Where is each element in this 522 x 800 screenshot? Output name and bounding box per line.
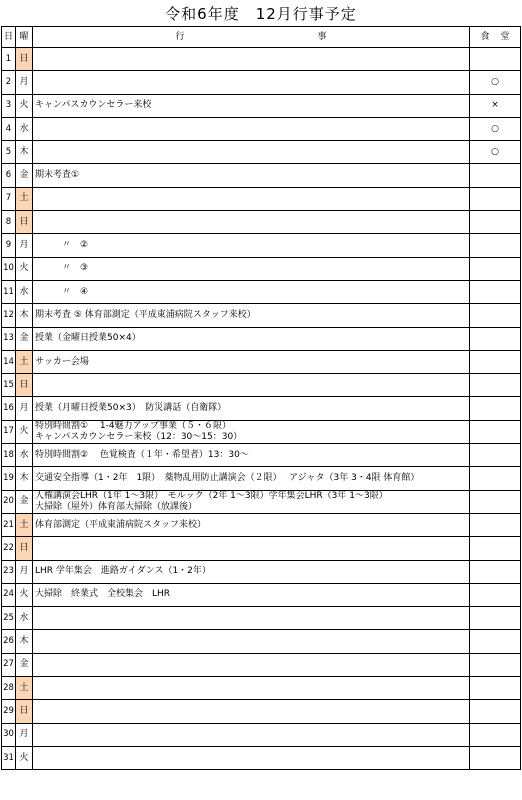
weekday-cell: 月 [16,397,33,420]
cafeteria-cell [470,560,521,583]
day-number: 15 [2,374,16,397]
weekday-header: 曜 [16,27,33,48]
event-text: 〃 ③ [35,263,89,274]
events-cell [33,490,470,513]
weekday-cell: 火 [16,746,33,769]
events-cell [33,280,470,303]
cafeteria-cell [470,234,521,257]
day-number: 29 [2,700,16,723]
table-row [2,327,521,350]
day-number: 5 [2,141,16,164]
weekday-cell-weekend: 日 [16,537,33,560]
event-text: 大掃除（屋外）体育部大掃除（放課後） [35,501,198,512]
day-number: 18 [2,444,16,467]
event-text: 授業（月曜日授業50×3） 防災講話（自衛隊） [35,403,227,414]
events-cell [33,630,470,653]
table-row [2,677,521,700]
day-number: 7 [2,187,16,210]
events-cell [33,653,470,676]
day-number: 31 [2,746,16,769]
events-cell [33,513,470,536]
cafeteria-cell: × [470,94,521,117]
event-text: 授業（金曜日授業50×4） [35,333,141,344]
weekday-cell: 木 [16,141,33,164]
events-cell [33,48,470,71]
table-row [2,700,521,723]
weekday-cell: 火 [16,420,33,443]
weekday-cell-weekend: 土 [16,187,33,210]
weekday-cell: 金 [16,490,33,513]
event-text: 特別時間割② 色覚検査（１年・希望者）13：30～ [35,449,249,460]
table-row [2,141,521,164]
events-cell [33,444,470,467]
event-text: 特別時間割① 1-4魅力アップ事業（５・６限） [35,420,232,431]
day-number: 11 [2,280,16,303]
weekday-cell-weekend: 土 [16,677,33,700]
day-header: 日 [2,27,16,48]
table-row [2,211,521,234]
weekday-cell-weekend: 土 [16,513,33,536]
events-cell [33,397,470,420]
cafeteria-cell [470,304,521,327]
events-cell [33,420,470,443]
cafeteria-cell [470,420,521,443]
events-cell [33,746,470,769]
day-number: 9 [2,234,16,257]
cafeteria-cell [470,280,521,303]
events-cell [33,211,470,234]
cafeteria-cell: ○ [470,71,521,94]
events-cell [33,164,470,187]
table-row [2,94,521,117]
weekday-cell: 金 [16,164,33,187]
day-number: 8 [2,211,16,234]
day-number: 27 [2,653,16,676]
cafeteria-cell [470,537,521,560]
day-number: 10 [2,257,16,280]
events-cell [33,71,470,94]
events-cell [33,723,470,746]
weekday-cell: 金 [16,653,33,676]
weekday-cell: 水 [16,280,33,303]
weekday-cell-weekend: 日 [16,48,33,71]
table-row [2,304,521,327]
weekday-cell-weekend: 土 [16,350,33,373]
cafeteria-cell [470,211,521,234]
cafeteria-cell [470,48,521,71]
event-text: サッカー会場 [35,356,89,367]
day-number: 21 [2,513,16,536]
event-text: 人権講演会LHR（1年 1～3限） モルック（2年 1～3限）学年集会LHR（3年 1～3限） [35,490,388,501]
cafeteria-cell [470,490,521,513]
day-number: 30 [2,723,16,746]
event-text: 期末考査① [35,170,80,181]
table-row [2,280,521,303]
cafeteria-cell [470,467,521,490]
table-row [2,560,521,583]
cafeteria-cell [470,444,521,467]
day-number: 25 [2,607,16,630]
weekday-cell-weekend: 日 [16,700,33,723]
cafeteria-cell: ○ [470,117,521,140]
events-cell [33,327,470,350]
day-number: 23 [2,560,16,583]
table-row [2,746,521,769]
events-cell [33,187,470,210]
cafeteria-cell [470,164,521,187]
events-cell [33,117,470,140]
events-cell [33,700,470,723]
schedule-table [1,26,521,770]
weekday-cell: 月 [16,560,33,583]
events-header [33,27,470,48]
table-row [2,444,521,467]
cafeteria-header [470,27,521,48]
weekday-cell: 金 [16,327,33,350]
cafeteria-header-char-1: 食 [480,31,490,42]
day-number: 16 [2,397,16,420]
events-cell [33,94,470,117]
weekday-cell: 火 [16,257,33,280]
table-row [2,723,521,746]
day-number: 22 [2,537,16,560]
day-number: 19 [2,467,16,490]
events-cell [33,141,470,164]
schedule-body [2,27,521,770]
cafeteria-cell [470,723,521,746]
page-title: 令和6年度 12月行事予定 [165,5,357,23]
weekday-cell: 火 [16,583,33,606]
table-row [2,257,521,280]
weekday-cell: 月 [16,723,33,746]
day-number: 14 [2,350,16,373]
event-text: 〃 ② [35,240,89,251]
day-number: 24 [2,583,16,606]
cafeteria-cell [470,374,521,397]
cafeteria-cell: ○ [470,141,521,164]
table-row [2,397,521,420]
weekday-cell-weekend: 日 [16,374,33,397]
events-header-char-1: 行 [175,31,185,42]
table-row [2,71,521,94]
day-number: 20 [2,490,16,513]
day-number: 13 [2,327,16,350]
cafeteria-cell [470,397,521,420]
event-text: LHR 学年集会 進路ガイダンス（1・2年） [35,566,211,577]
cafeteria-cell [470,350,521,373]
cafeteria-cell [470,607,521,630]
table-row [2,513,521,536]
table-row [2,164,521,187]
table-row [2,583,521,606]
weekday-cell: 木 [16,467,33,490]
weekday-cell: 月 [16,234,33,257]
weekday-cell: 木 [16,630,33,653]
table-row [2,420,521,443]
events-cell [33,374,470,397]
table-row [2,653,521,676]
day-number: 1 [2,48,16,71]
day-number: 2 [2,71,16,94]
weekday-cell: 月 [16,71,33,94]
events-cell [33,677,470,700]
day-number: 28 [2,677,16,700]
cafeteria-cell [470,746,521,769]
cafeteria-cell [470,630,521,653]
table-row [2,374,521,397]
event-text: キャンパスカウンセラー来校（12：30～15：30） [35,431,243,442]
event-text: 期末考査 ⑤ 体育部測定（平成東浦病院スタッフ来校） [35,309,256,320]
events-cell [33,234,470,257]
weekday-cell: 水 [16,444,33,467]
table-row [2,187,521,210]
weekday-cell-weekend: 日 [16,211,33,234]
day-number: 3 [2,94,16,117]
event-text: 〃 ④ [35,286,89,297]
table-row [2,607,521,630]
cafeteria-cell [470,187,521,210]
cafeteria-cell [470,513,521,536]
weekday-cell: 木 [16,304,33,327]
event-text: 体育部測定（平成東浦病院スタッフ来校） [35,519,207,530]
events-cell [33,467,470,490]
cafeteria-cell [470,700,521,723]
events-cell [33,560,470,583]
table-row [2,630,521,653]
day-number: 6 [2,164,16,187]
cafeteria-cell [470,677,521,700]
table-row [2,490,521,513]
weekday-cell: 水 [16,117,33,140]
table-row [2,537,521,560]
day-number: 4 [2,117,16,140]
day-number: 12 [2,304,16,327]
table-row [2,350,521,373]
events-cell [33,607,470,630]
events-cell [33,304,470,327]
day-number: 17 [2,420,16,443]
table-row [2,467,521,490]
cafeteria-cell [470,327,521,350]
table-row [2,234,521,257]
events-cell [33,257,470,280]
events-cell [33,350,470,373]
table-row [2,48,521,71]
cafeteria-cell [470,653,521,676]
weekday-cell: 火 [16,94,33,117]
cafeteria-cell [470,257,521,280]
events-cell [33,583,470,606]
cafeteria-header-char-2: 堂 [500,31,510,42]
cafeteria-cell [470,583,521,606]
table-row [2,117,521,140]
events-header-char-2: 事 [317,31,327,42]
weekday-cell: 水 [16,607,33,630]
day-number: 26 [2,630,16,653]
header-row [2,27,521,48]
event-text: 大掃除 終業式 全校集会 LHR [35,589,171,600]
event-text: 交通安全指導（1・2年 1限） 薬物乱用防止講演会（２限） アジャタ（3年 3・4限 体育館） [35,472,420,483]
events-cell [33,537,470,560]
event-text: キャンパスカウンセラー来校 [35,100,152,111]
